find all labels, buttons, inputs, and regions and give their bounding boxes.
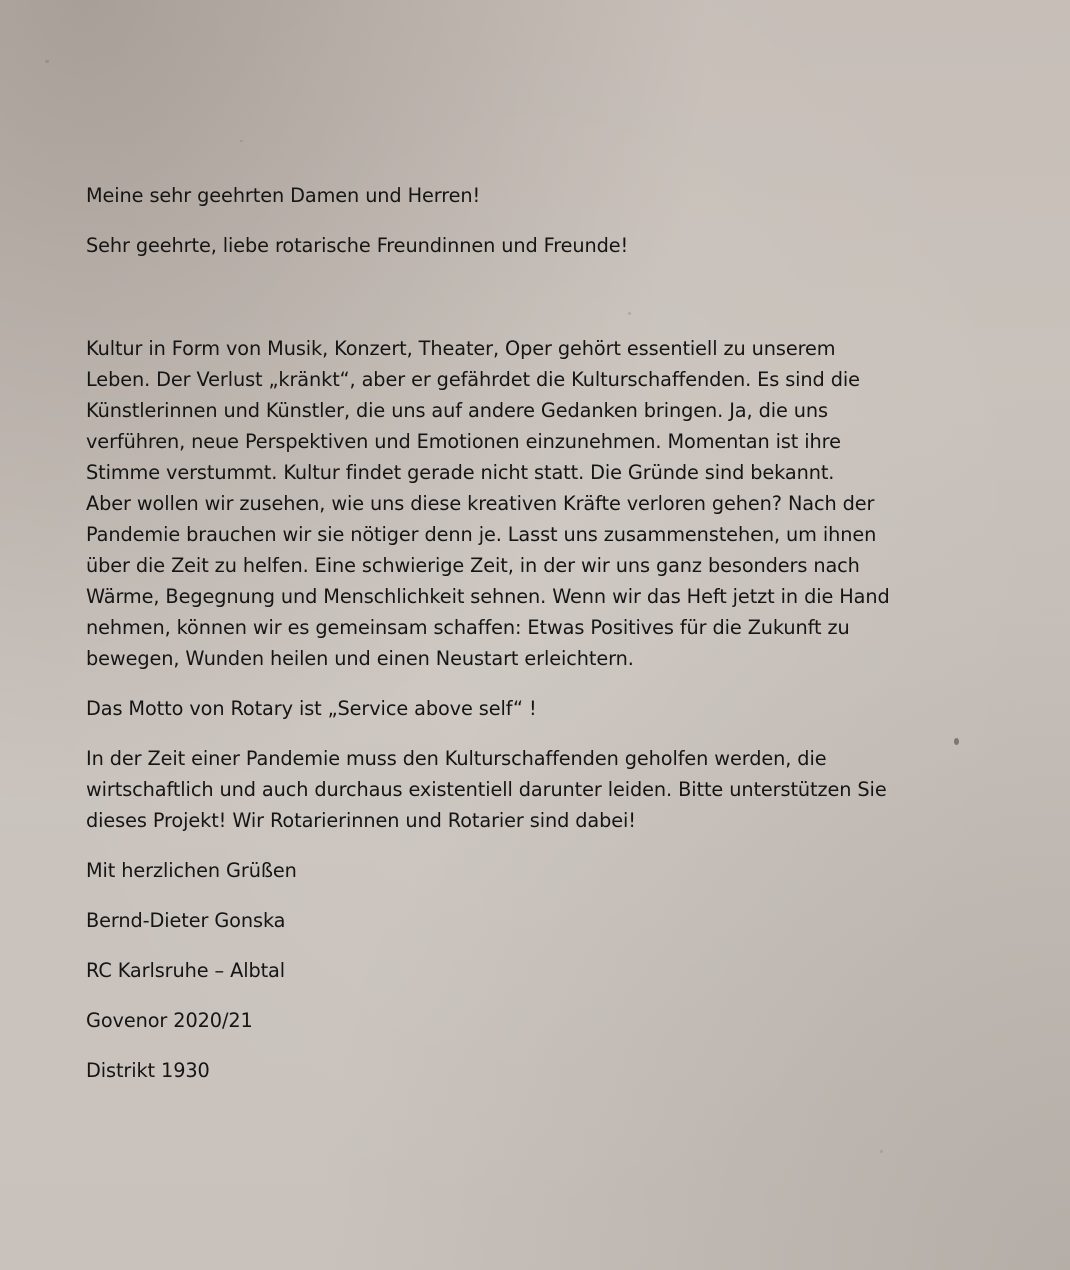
signature-name: Bernd-Dieter Gonska bbox=[86, 909, 286, 932]
signature-club: RC Karlsruhe – Albtal bbox=[86, 959, 286, 982]
signature-role: Govenor 2020/21 bbox=[86, 1009, 253, 1032]
appeal-paragraph: In der Zeit einer Pandemie muss den Kulturschaffenden geholfen werden, die wirtschaftlich und auch durchaus existentiell darunter leiden. Bitte unterstützen Sie dieses Projekt! Wir Rotarierinnen und Rotarier sind dabei! bbox=[86, 747, 887, 832]
paper-speck bbox=[240, 140, 243, 142]
paper-speck bbox=[45, 60, 49, 63]
closing-greeting: Mit herzlichen Grüßen bbox=[86, 859, 297, 882]
salutation-line-2: Sehr geehrte, liebe rotarische Freundinnen und Freunde! bbox=[86, 234, 629, 257]
rotary-motto: Das Motto von Rotary ist „Service above self“ ! bbox=[86, 697, 537, 720]
salutation-line-1: Meine sehr geehrten Damen und Herren! bbox=[86, 184, 481, 207]
body-paragraph: Kultur in Form von Musik, Konzert, Theater, Oper gehört essentiell zu unserem Leben. Der Verlust „kränkt“, aber er gefährdet die Kulturschaffenden. Es sind die Künstlerinnen und Künstler, die uns auf andere Gedanken bringen. Ja, die uns verführen, neue Perspektiven und Emotionen einzunehmen. Momentan ist ihre Stimme verstummt. Kultur findet gerade nicht statt. Die Gründe sind bekannt. Aber wollen wir zusehen, wie uns diese kreativen Kräfte verloren gehen? Nach der Pandemie brauchen wir sie nötiger denn je. Lasst uns zusammenstehen, um ihnen über die Zeit zu helfen. Eine schwierige Zeit, in der wir uns ganz besonders nach Wärme, Begegnung und Menschlichkeit sehnen. Wenn wir das Heft jetzt in die Hand nehmen, können wir es gemeinsam schaffen: Etwas Positives für die Zukunft zu bewegen, Wunden heilen und einen Neustart erleichtern. bbox=[86, 337, 890, 670]
signature-district: Distrikt 1930 bbox=[86, 1059, 210, 1082]
paper-speck bbox=[880, 1150, 883, 1153]
letter bbox=[86, 180, 1016, 1086]
